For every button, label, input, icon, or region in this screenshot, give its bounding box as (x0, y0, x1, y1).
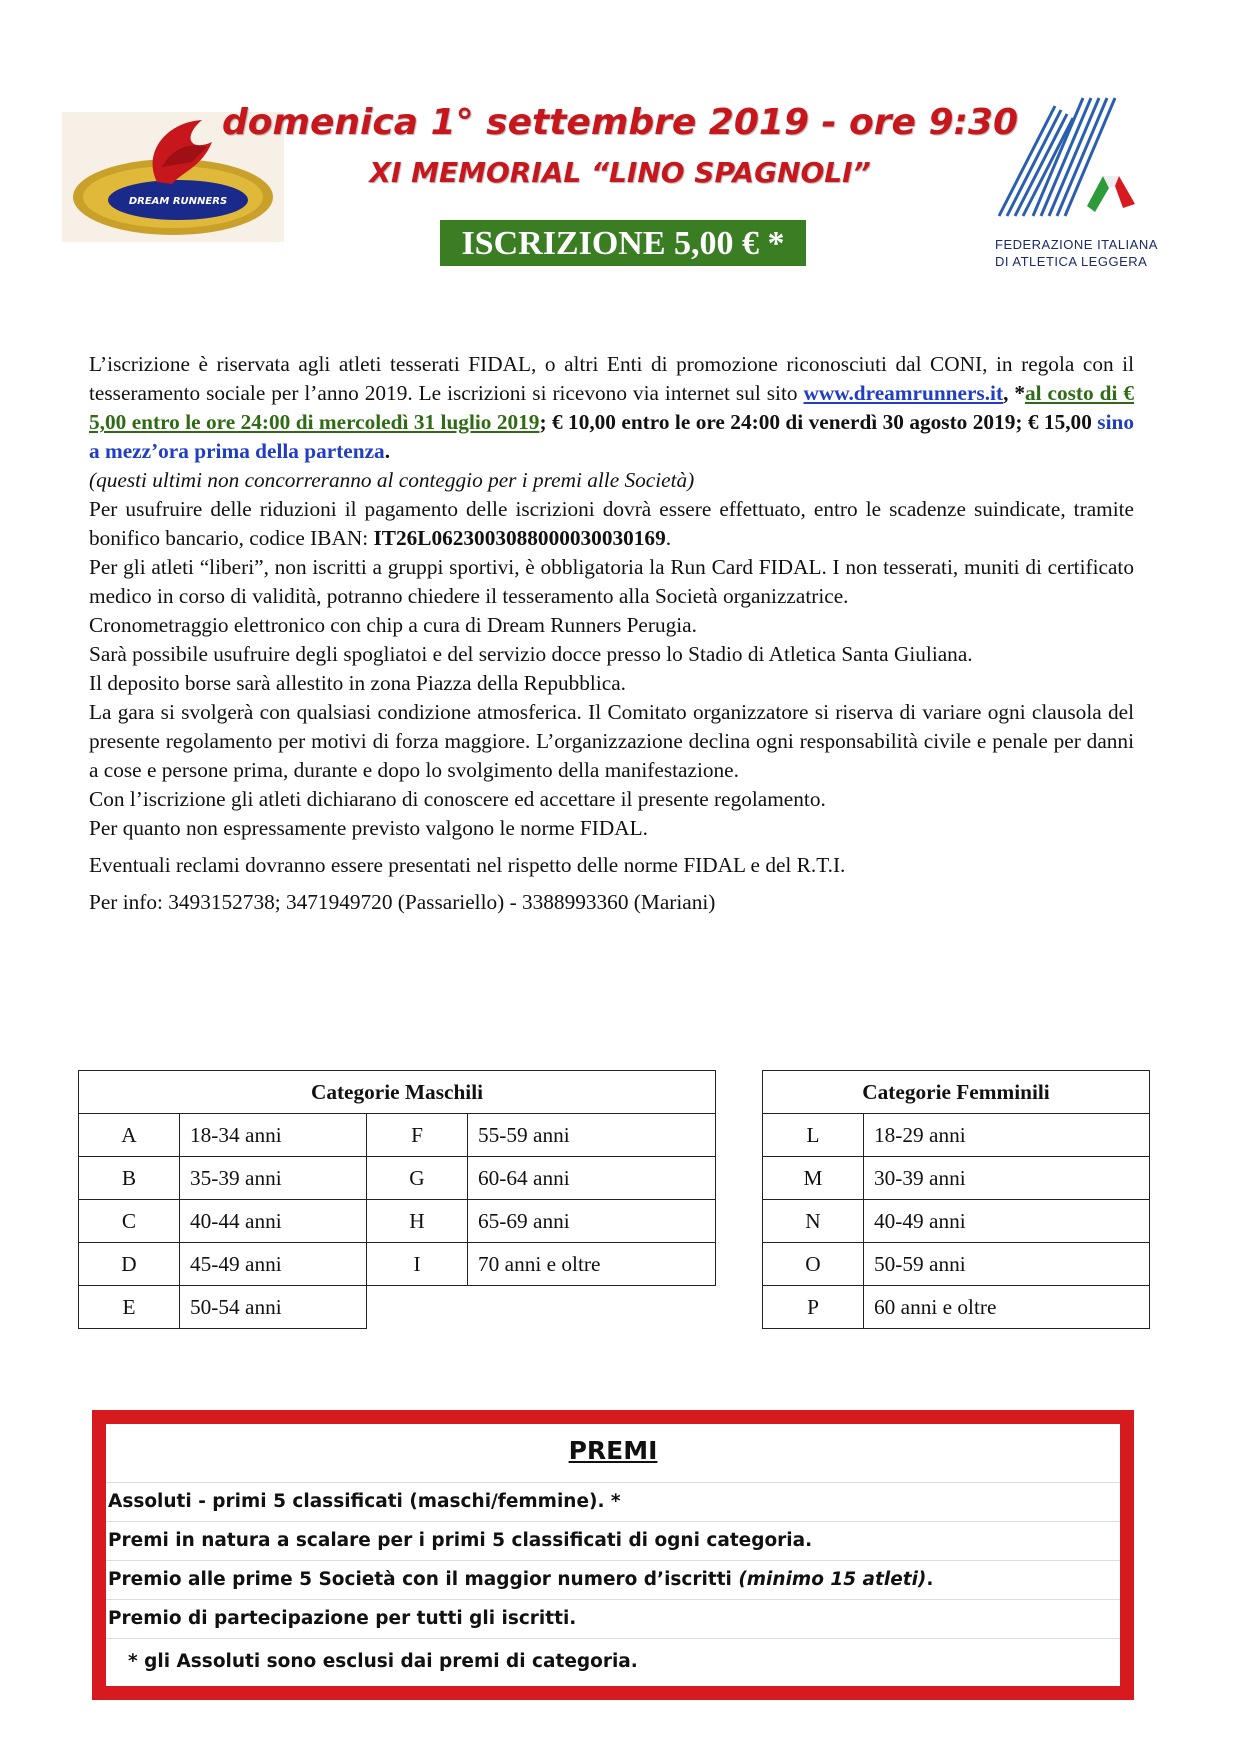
event-date-line: domenica 1° settembre 2019 - ore 9:30 (222, 102, 1018, 143)
paragraph-weather: La gara si svolgerà con qualsiasi condizione atmosferica. Il Comitato organizzatore si riserva di variare ogni clausola del presente regolamento per motivi di forza maggiore. L’organizzazione declina ogni responsabilità civile e penale per danni a cose e persone prima, durante e dopo lo svolgimento della manifestazione. (89, 700, 1134, 782)
note-text: (questi ultimi non concorreranno al conteggio per i premi alle Società) (89, 468, 695, 492)
text-span: ; € 10,00 entro le ore 24:00 di venerdì 30 agosto 2019; € 15,00 (539, 410, 1098, 434)
registration-fee-badge: ISCRIZIONE 5,00 € * (440, 220, 806, 266)
text-span: Per usufruire delle riduzioni il pagamento delle iscrizioni dovrà essere effettuato, entro le scadenze suindicate, tramite bonifico bancario, codice IBAN: (89, 497, 1134, 550)
table-row (79, 1243, 716, 1286)
fidal-name (995, 236, 1158, 270)
table-row (763, 1200, 1150, 1243)
prize-footnote: * gli Assoluti sono esclusi dai premi di categoria. (128, 1651, 638, 1672)
category-code: F (367, 1114, 468, 1157)
category-code: M (763, 1157, 864, 1200)
category-age: 40-49 anni (864, 1200, 1150, 1243)
category-age: 70 anni e oltre (468, 1243, 716, 1286)
empty-cell (367, 1286, 716, 1329)
table-row (763, 1114, 1150, 1157)
paragraph-bag-deposit: Il deposito borse sarà allestito in zona Piazza della Repubblica. (89, 671, 626, 695)
text-span: , * (1003, 381, 1026, 405)
paragraph-payment (89, 495, 1134, 553)
text-span: . (665, 526, 672, 550)
paragraph-complaints: Eventuali reclami dovranno essere presentati nel rispetto delle norme FIDAL e del R.T.I. (89, 853, 846, 877)
prize-row-category: Premi in natura a scalare per i primi 5 classificati di ogni categoria. (106, 1522, 1120, 1561)
prizes-content (106, 1424, 1120, 1686)
table-row (79, 1286, 716, 1329)
category-age: 45-49 anni (180, 1243, 367, 1286)
category-age: 55-59 anni (468, 1114, 716, 1157)
category-code: H (367, 1200, 468, 1243)
fidal-name-line-1: FEDERAZIONE ITALIANA (995, 237, 1158, 252)
prizes-title: PREMI (106, 1424, 1120, 1483)
category-age: 50-54 anni (180, 1286, 367, 1329)
paragraph-registration (89, 350, 1134, 466)
text-span: . (926, 1569, 934, 1590)
text-span: Premio alle prime 5 Società con il maggior numero d’iscritti (108, 1569, 739, 1590)
category-age: 18-29 anni (864, 1114, 1150, 1157)
paragraph-showers: Sarà possibile usufruire degli spogliatoi e del servizio docce presso lo Stadio di Atletica Santa Giuliana. (89, 642, 973, 666)
table-row (79, 1200, 716, 1243)
category-code: D (79, 1243, 180, 1286)
prizes-box (92, 1410, 1134, 1700)
svg-text:Perugia: Perugia (160, 211, 196, 220)
iban-code: IT26L0623003088000030030169 (373, 526, 666, 550)
male-categories-table (78, 1070, 716, 1329)
paragraph-timing: Cronometraggio elettronico con chip a cura di Dream Runners Perugia. (89, 613, 697, 637)
paragraph-info: Per info: 3493152738; 3471949720 (Passariello) - 3388993360 (Mariani) (89, 890, 716, 914)
early-fee-text: al costo di € 5,00 entro le ore 24:00 di mercoledì 31 luglio 2019 (89, 381, 1135, 434)
category-age: 60-64 anni (468, 1157, 716, 1200)
category-age: 50-59 anni (864, 1243, 1150, 1286)
paragraph-fidal-rules: Per quanto non espressamente previsto valgono le norme FIDAL. (89, 816, 648, 840)
table-row (79, 1157, 716, 1200)
paragraph-acceptance: Con l’iscrizione gli atleti dichiarano di conoscere ed accettare il presente regolamento. (89, 787, 826, 811)
table-row (79, 1114, 716, 1157)
category-code: B (79, 1157, 180, 1200)
female-categories-table (762, 1070, 1150, 1329)
regulations-text (89, 350, 1134, 917)
svg-text:DREAM RUNNERS: DREAM RUNNERS (128, 196, 228, 207)
late-fee-text: sino a mezz’ora prima della partenza (89, 410, 1134, 463)
category-age: 60 anni e oltre (864, 1286, 1150, 1329)
website-link[interactable]: www.dreamrunners.it (803, 381, 1004, 405)
category-age: 65-69 anni (468, 1200, 716, 1243)
category-code: L (763, 1114, 864, 1157)
category-age: 18-34 anni (180, 1114, 367, 1157)
event-name: XI MEMORIAL “LINO SPAGNOLI” (369, 156, 871, 189)
category-age: 30-39 anni (864, 1157, 1150, 1200)
category-code: E (79, 1286, 180, 1329)
category-code: O (763, 1243, 864, 1286)
category-code: N (763, 1200, 864, 1243)
table-row (763, 1286, 1150, 1329)
prize-row-participation: Premio di partecipazione per tutti gli iscritti. (106, 1600, 1120, 1639)
category-code: C (79, 1200, 180, 1243)
prize-minimum-note: (minimo 15 atleti) (738, 1569, 927, 1590)
table-row (763, 1157, 1150, 1200)
category-code: I (367, 1243, 468, 1286)
category-code: A (79, 1114, 180, 1157)
female-categories-title: Categorie Femminili (763, 1071, 1150, 1114)
category-age: 35-39 anni (180, 1157, 367, 1200)
paragraph-runcard: Per gli atleti “liberi”, non iscritti a gruppi sportivi, è obbligatoria la Run Card FIDAL. I non tesserati, muniti di certificato medico in corso di validità, potranno chiedere il tesseramento alla Società organizzatrice. (89, 555, 1134, 608)
fidal-logo (995, 96, 1158, 271)
male-categories-title: Categorie Maschili (79, 1071, 716, 1114)
prize-row-absolute: Assoluti - primi 5 classificati (maschi/femmine). * (106, 1483, 1120, 1522)
category-age: 40-44 anni (180, 1200, 367, 1243)
text-span: L’iscrizione è riservata agli atleti tesserati FIDAL, o altri Enti di promozione riconosciuti dal CONI, in regola con il tesseramento sociale per l’anno 2019. Le iscrizioni si ricevono via internet sul sito (89, 352, 1134, 405)
fidal-name-line-2: DI ATLETICA LEGGERA (995, 254, 1148, 269)
text-span: . (384, 439, 391, 463)
prize-row-clubs (106, 1561, 1120, 1600)
category-code: G (367, 1157, 468, 1200)
category-code: P (763, 1286, 864, 1329)
table-row (763, 1243, 1150, 1286)
